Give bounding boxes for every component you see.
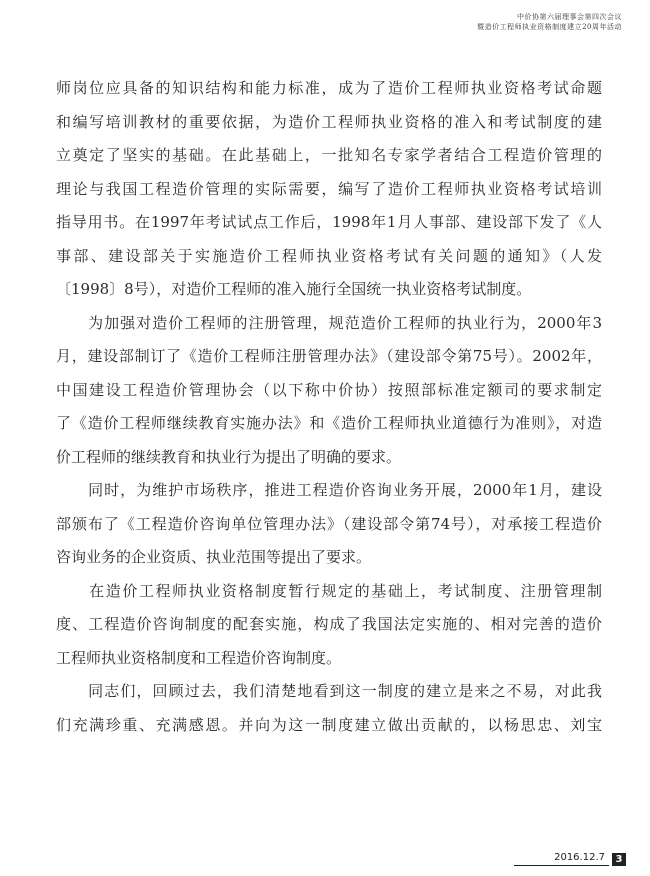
text-line: 理论与我国工程造价管理的实际需要，编写了造价工程师执业资格考试培训	[56, 179, 602, 198]
text-line: 同志们，回顾过去，我们清楚地看到这一制度的建立是来之不易，对此我	[56, 682, 602, 700]
text-line: 工程师执业资格制度和工程造价咨询制度。	[56, 648, 342, 667]
issue-date: 2016.12.7	[514, 852, 609, 866]
text-line: 〔1998〕8号），对造价工程师的准入施行全国统一执业资格考试制度。	[56, 280, 532, 298]
text-line: 和编写培训教材的重要依据，为造价工程师执业资格的准入和考试制度的建	[56, 112, 602, 131]
article-body	[56, 72, 602, 742]
text-line: 同时，为维护市场秩序，推进工程造价咨询业务开展，2000年1月，建设	[56, 481, 602, 499]
running-header	[477, 12, 622, 32]
text-line: 部颁布了《工程造价咨询单位管理办法》（建设部令第74号），对承接工程造价	[56, 514, 602, 533]
text-line: 在造价工程师执业资格制度暂行规定的基础上，考试制度、注册管理制	[56, 581, 602, 600]
text-line: 价工程师的继续教育和执业行为提出了明确的要求。	[56, 447, 402, 466]
text-line: 中国建设工程造价管理协会（以下称中价协）按照部标准定额司的要求制定	[56, 380, 602, 399]
text-line: 指导用书。在1997年考试试点工作后，1998年1月人事部、建设部下发了《人	[56, 213, 602, 231]
page-footer	[514, 852, 626, 866]
text-line: 事部、建设部关于实施造价工程师执业资格考试有关问题的通知》（人发	[56, 246, 602, 265]
page-number: 3	[612, 853, 626, 866]
text-line: 们充满珍重、充满感恩。并向为这一制度建立做出贡献的，以杨思忠、刘宝	[56, 715, 602, 734]
text-line: 了《造价工程师继续教育实施办法》和《造价工程师执业道德行为准则》，对造	[56, 414, 602, 432]
header-line-2: 暨造价工程师执业资格制度建立20周年活动	[477, 23, 622, 31]
text-line: 立奠定了坚实的基础。在此基础上，一批知名专家学者结合工程造价管理的	[56, 146, 602, 164]
text-line: 为加强对造价工程师的注册管理，规范造价工程师的执业行为，2000年3	[56, 313, 602, 332]
text-line: 师岗位应具备的知识结构和能力标准，成为了造价工程师执业资格考试命题	[56, 79, 602, 97]
text-line: 咨询业务的企业资质、执业范围等提出了要求。	[56, 548, 372, 566]
text-line: 度、工程造价咨询制度的配套实施，构成了我国法定实施的、相对完善的造价	[56, 615, 602, 633]
header-line-1: 中价协第六届理事会第四次会议	[517, 13, 622, 21]
text-line: 月，建设部制订了《造价工程师注册管理办法》（建设部令第75号）。2002年，	[56, 347, 602, 365]
